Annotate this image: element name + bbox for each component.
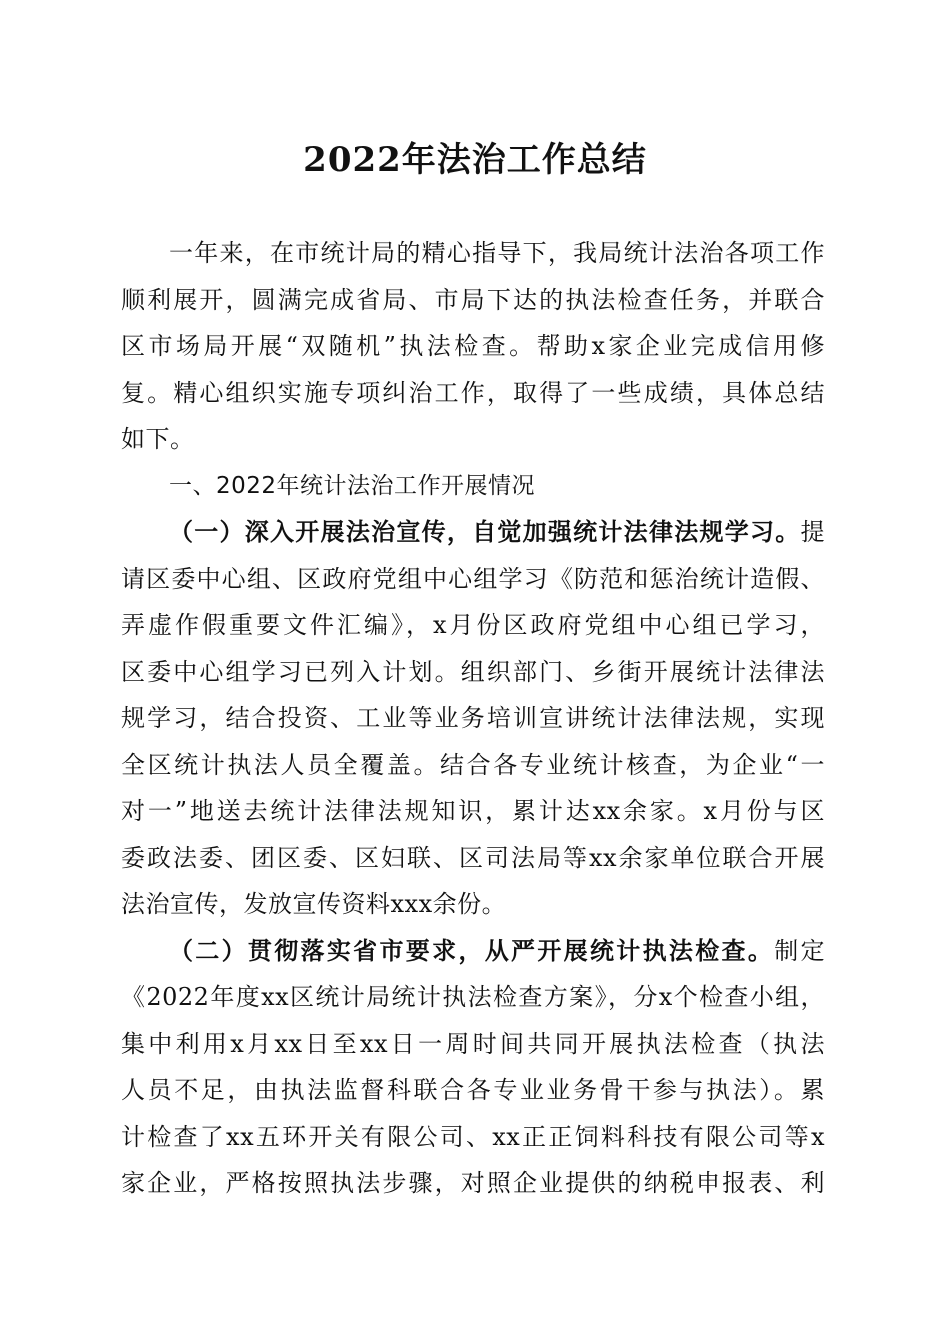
paragraph-line: 《2022年度xx区统计局统计执法检查方案》，分x个检查小组， (121, 983, 825, 1011)
document-title: 2022年法治工作总结 (303, 140, 647, 180)
paragraph-line: 法治宣传，发放宣传资料xxx余份。 (121, 890, 507, 918)
document-body (121, 230, 825, 1207)
paragraph-line: 区委中心组学习已列入计划。组织部门、乡街开展统计法律法 (121, 657, 825, 686)
paragraph-line: 如下。 (121, 425, 195, 453)
subsection-heading: （一）深入开展法治宣传，自觉加强统计法律法规学习。 (169, 517, 801, 546)
paragraph-line (121, 928, 825, 975)
subsection-1-paragraph (121, 509, 825, 928)
paragraph-line: 复。精心组织实施专项纠治工作，取得了一些成绩，具体总结 (121, 378, 825, 407)
section-heading: 一、2022年统计法治工作开展情况 (169, 472, 536, 499)
subsection-heading: （二）贯彻落实省市要求，从严开展统计执法检查。 (169, 935, 775, 965)
subsection-2-paragraph (121, 928, 825, 1207)
intro-paragraph (121, 230, 825, 463)
paragraph-line: 规学习，结合投资、工业等业务培训宣讲统计法律法规，实现 (121, 704, 825, 732)
paragraph-line: 顺利展开，圆满完成省局、市局下达的执法检查任务，并联合 (121, 285, 825, 314)
paragraph-line: 请区委中心组、区政府党组中心组学习《防范和惩治统计造假、 (121, 564, 825, 593)
paragraph-line: 人员不足，由执法监督科联合各专业业务骨干参与执法）。累 (121, 1076, 825, 1104)
paragraph-line: 全区统计执法人员全覆盖。结合各专业统计核查，为企业“一 (121, 750, 825, 779)
paragraph-line: 家企业，严格按照执法步骤，对照企业提供的纳税申报表、利 (121, 1169, 825, 1197)
paragraph-line: 集中利用x月xx日至xx日一周时间共同开展执法检查（执法 (121, 1029, 825, 1058)
paragraph-line: 对一”地送去统计法律法规知识，累计达xx余家。x月份与区 (121, 797, 825, 825)
paragraph-line: 一年来，在市统计局的精心指导下，我局统计法治各项工作 (169, 239, 825, 267)
paragraph-line: 区市场局开展“双随机”执法检查。帮助x家企业完成信用修 (121, 332, 825, 360)
paragraph-lead-tail: 制定 (774, 936, 825, 965)
paragraph-line: 委政法委、团区委、区妇联、区司法局等xx余家单位联合开展 (121, 843, 825, 872)
paragraph-line: 计检查了xx五环开关有限公司、xx正正饲料科技有限公司等x (121, 1122, 825, 1151)
paragraph-line: 弄虚作假重要文件汇编》，x月份区政府党组中心组已学习， (121, 611, 825, 639)
paragraph-line (121, 509, 825, 556)
paragraph-lead-tail: 提 (800, 518, 825, 546)
